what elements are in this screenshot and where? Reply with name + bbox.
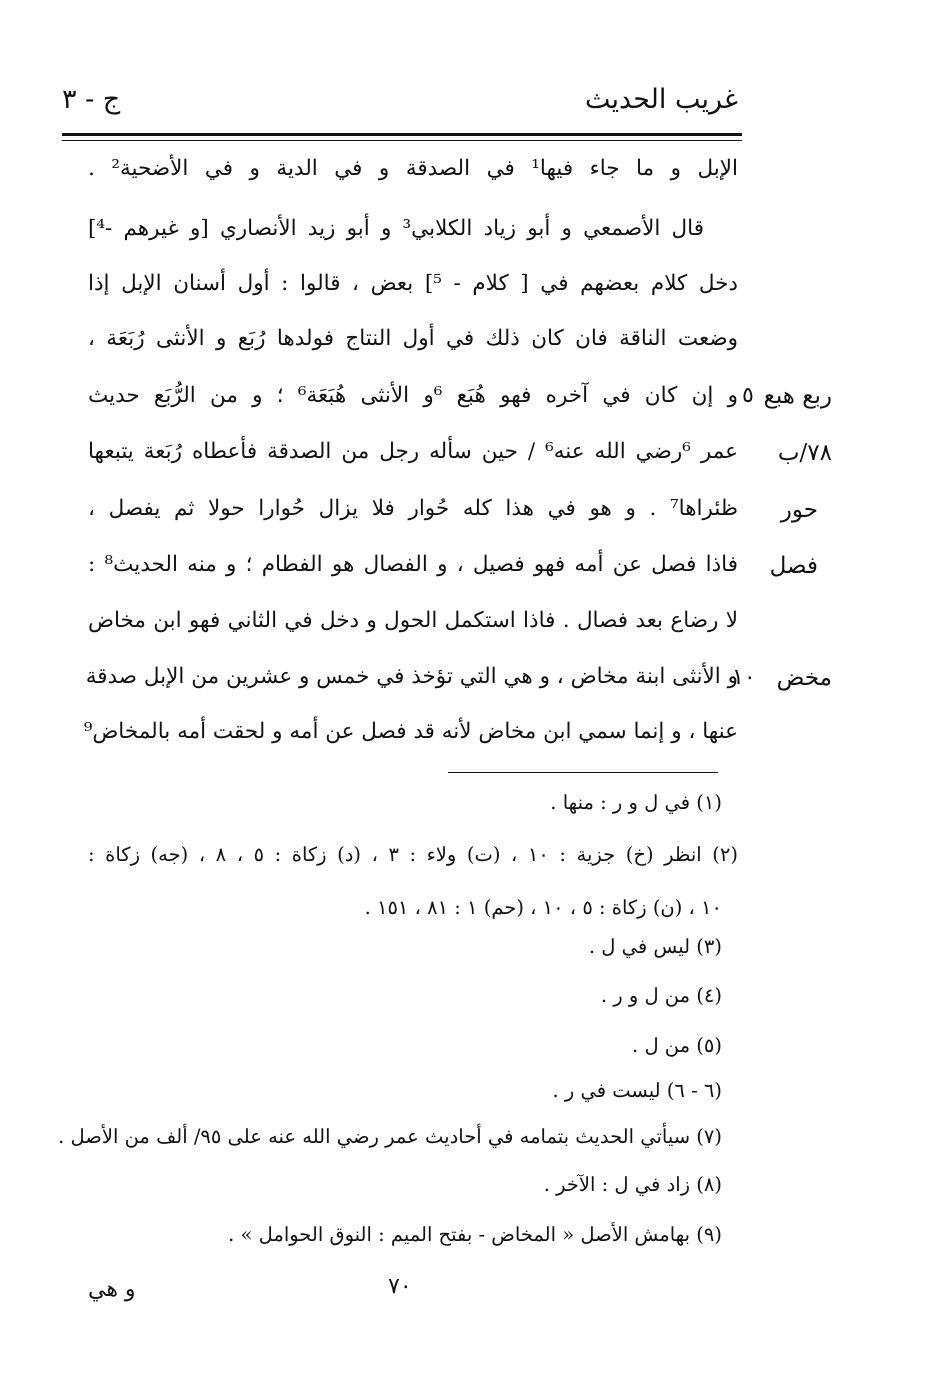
margin-note-fasl: فصل (769, 553, 818, 579)
footnote-4: (٤) من ل و ر . (600, 984, 722, 1007)
page-number: ٧٠ (388, 1274, 412, 1299)
body-line-8: فاذا فصل عن أمه فهو فصيل ، و الفصال هو الفطام ؛ و منه الحديث⁸ : (88, 552, 739, 577)
body-line-10: و الأنثى ابنة مخاض ، و هي التي تؤخذ في خمس و عشرين من الإبل صدقة (85, 664, 738, 689)
footnote-2-continued: ١٠ ، (ن) زكاة : ٥ ، ١٠ ، (حم) ١ : ٨١ ، ١٥١ . (364, 896, 722, 919)
body-line-3: دخل كلام بعضهم في [ كلام - ⁵] بعض ، قالوا : أول أسنان الإبل إذا (88, 271, 738, 296)
header-rule-thin (62, 140, 742, 141)
footnote-rule (448, 772, 718, 773)
footnote-5: (٥) من ل . (632, 1034, 722, 1057)
margin-note-rub-hub: ربع هبع (763, 383, 832, 409)
body-line-4: وضعت الناقة فان كان ذلك في أول النتاج فولدها رُبَع و الأنثى رُبَعَة ، (88, 326, 738, 351)
body-line-1: الإبل و ما جاء فيها¹ في الصدقة و في الدية و في الأضحية² . (88, 156, 739, 181)
header-rule (62, 133, 742, 136)
footnote-9: (٩) بهامش الأصل « المخاض - بفتح الميم : النوق الحوامل » . (228, 1223, 722, 1246)
volume-label: ج - ٣ (62, 84, 121, 115)
body-line-6: عمر ⁶رضي الله عنه⁶ / حين سأله رجل من الصدقة فأعطاه رُبَعة يتبعها (88, 439, 738, 464)
body-line-9: لا رضاع بعد فصال . فاذا استكمل الحول و دخل في الثاني فهو ابن مخاض (88, 608, 738, 633)
footnote-1: (١) في ل و ر : منها . (550, 791, 722, 814)
footnote-3: (٣) ليس في ل . (588, 935, 722, 958)
body-line-7: ظئراها⁷ . و هو في هذا كله حُوار فلا يزال حُوارا حولا ثم يفصل ، (88, 496, 738, 521)
body-line-2: قال الأصمعي و أبو زياد الكلابي³ و أبو زيد الأنصاري [و غيرهم -⁴] (88, 216, 704, 241)
margin-note-huwar: حور (780, 497, 818, 523)
footnote-8: (٨) زاد في ل : الآخر . (543, 1173, 722, 1196)
margin-folio: ٧٨/ب (777, 440, 832, 466)
footnote-7: (٧) سيأتي الحديث بتمامه في أحاديث عمر رضي الله عنه على ٩٥/ ألف من الأصل . (58, 1125, 722, 1148)
body-line-11: عنها ، و إنما سمي ابن مخاض لأنه قد فصل عن أمه و لحقت أمه بالمخاض⁹ (83, 719, 738, 744)
body-line-5: و إن كان في آخره فهو هُبَع ⁶و الأنثى هُبَعَة⁶ ؛ و من الرُّبَع حديث (88, 383, 739, 408)
footnote-6: (٦ - ٦) ليست في ر . (552, 1079, 722, 1102)
margin-note-makhad: مخض (776, 665, 832, 691)
margin-line-number-5: ٥ (742, 383, 754, 408)
catchword: و هي (88, 1277, 136, 1302)
running-title: غريب الحديث (585, 84, 738, 115)
margin-line-number-10: ١٠ (732, 665, 756, 690)
footnote-2: (٢) انظر (خ) جزية : ١٠ ، (ت) ولاء : ٣ ، (د) زكاة : ٥ ، ٨ ، (جه) زكاة : (88, 843, 738, 866)
